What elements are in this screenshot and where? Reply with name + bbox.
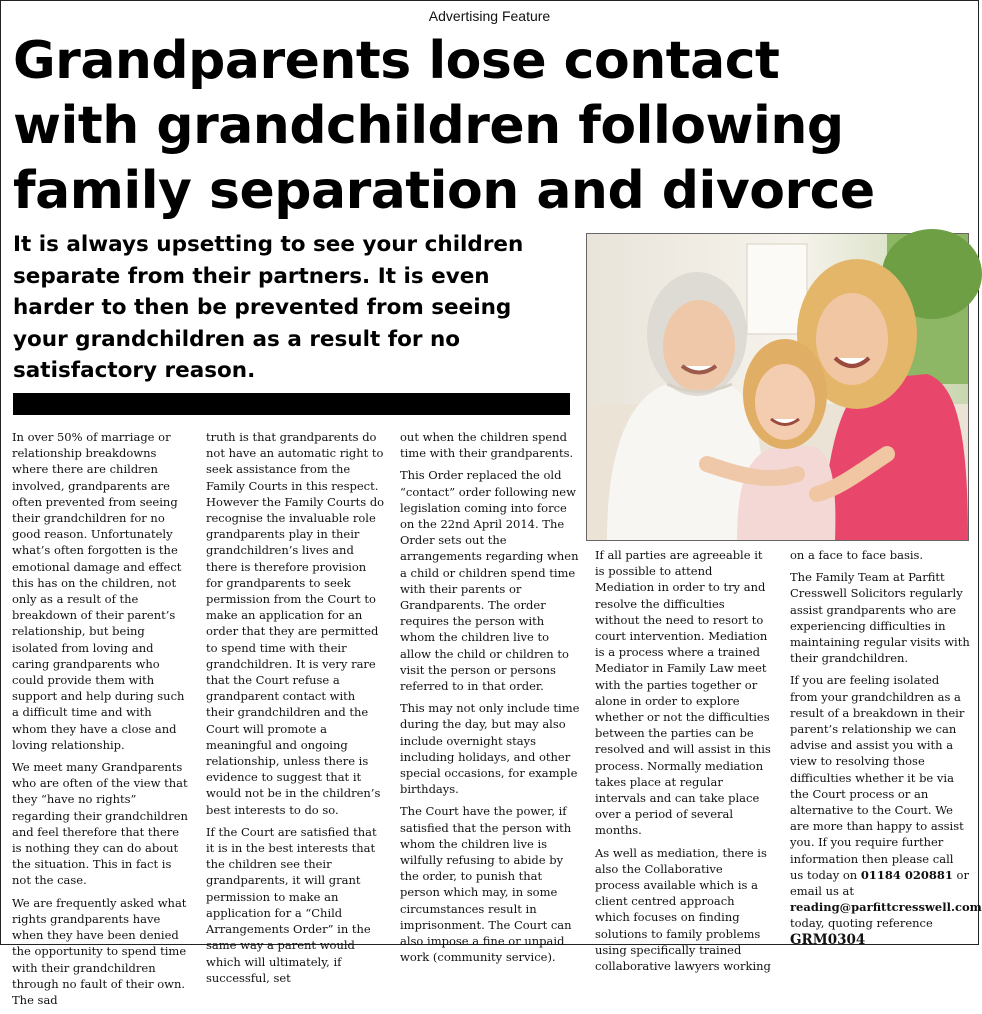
- email-link[interactable]: reading@parfittcresswell.com: [790, 900, 982, 915]
- paragraph: on a face to face basis.: [790, 548, 924, 562]
- column-2: [206, 429, 386, 992]
- paragraph: The Family Team at Parfitt Cresswell Solicitors regularly assist grandparents who are experiencing difficulties in maintaining regular visits with their grandchildren.: [790, 570, 970, 666]
- paragraph: As well as mediation, there is also the Collaborative process available which is a client centred approach which focuses on finding solutions to family problems using specifically trained collaborative lawyers working: [595, 845, 771, 974]
- paragraph: We meet many Grandparents who are often of the view that they “have no rights” regarding their grandchildren and feel therefore that there is nothing they can do about the situation. This in fact is not the case.: [12, 760, 188, 888]
- divider-bar: [13, 393, 570, 415]
- reference-code: GRM0304: [790, 931, 866, 948]
- headline: [13, 29, 973, 224]
- column-1: [12, 429, 190, 1014]
- contact-text: or email us at: [790, 867, 969, 899]
- paragraph: truth is that grandparents do not have an automatic right to seek assistance from the Family Courts in this respect. However the Family Courts do recognise the invaluable role grandparents play in their grandchildren’s lives and there is therefore provision for grandparents to seek permission from the Court to make an application for an order that they are permitted to spend time with their grandchildren. It is very rare that the Court refuse a grandparent contact with their grandchildren and the Court will promote a meaningful and ongoing relationship, unless there is evidence to suggest that it would not be in the children’s best interests to do so.: [206, 430, 385, 817]
- contact-text: If you are feeling isolated from your grandchildren as a result of a breakdown in their parent’s relationship we can advise and assist you with a view to resolving those difficulties whether it be via the Court process or an alternative to the Court. We are more than happy to assist you. If you require further information then please call us today on: [790, 673, 965, 882]
- paragraph: If all parties are agreeable it is possible to attend Mediation in order to try and resolve the difficulties without the need to resort to court intervention. Mediation is a process where a trained Mediator in Family Law meet with the parties together or alone in order to explore whether or not the difficulties between the parties can be resolved and will assist in this process. Normally mediation takes place at regular intervals and can take place over a period of several months.: [595, 548, 771, 838]
- headline-line-1: Grandparents lose contact: [13, 31, 780, 91]
- advertising-feature-label: Advertising Feature: [428, 8, 551, 24]
- column-4: [595, 547, 771, 980]
- contact-paragraph: [790, 672, 982, 948]
- paragraph: The Court have the power, if satisfied that the person with whom the children live is wilfully refusing to abide by the order, to punish that person which may, in some circumstances result in imprisonment. The Court can also impose a fine or unpaid work (community service).: [400, 804, 572, 965]
- paragraph: If the Court are satisfied that it is in the best interests that the children see their grandparents, it will grant permission to make an application for a “Child Arrangements Order” in the same way a parent would which will ultimately, if successful, set: [206, 824, 377, 985]
- family-photo: [586, 233, 969, 541]
- paragraph: We are frequently asked what rights grandparents have when they have been denied the opportunity to spend time with their grandchildren through no fault of their own. The sad: [12, 895, 187, 1007]
- column-5: [790, 547, 982, 954]
- contact-text: today, quoting reference: [790, 916, 933, 931]
- paragraph: In over 50% of marriage or relationship breakdowns where there are children involved, grandparents are often prevented from seeing their grandchildren for no good reason. Unfortunately what’s often forgotten is the emotional damage and effect this has on the children, not only as a result of the breakdown of their parent’s relationship, but being isolated from loving and caring grandparents who could provide them with support and help during such a difficult time and with whom they have a close and loving relationship.: [12, 430, 185, 752]
- paragraph: out when the children spend time with their grandparents.: [400, 430, 574, 461]
- phone-number[interactable]: 01184 020881: [860, 867, 953, 882]
- headline-line-2: with grandchildren following: [13, 96, 844, 156]
- standfirst: It is always upsetting to see your children separate from their partners. It is even harder to then be prevented from seeing your grandchildren as a result for no satisfactory reason.: [13, 232, 524, 383]
- column-3: [400, 429, 582, 972]
- headline-line-3: family separation and divorce: [13, 161, 875, 221]
- paragraph: This may not only include time during the day, but may also include overnight stays including holidays, and other special occasions, for example birthdays.: [400, 701, 580, 797]
- paragraph: This Order replaced the old “contact” order following new legislation coming into force on the 22nd April 2014. The Order sets out the arrangements regarding when a child or children spend time with their parents or Grandparents. The order requires the person with whom the children live to allow the child or children to visit the person or persons referred to in that order.: [400, 468, 579, 694]
- family-photo-icon: [587, 234, 968, 540]
